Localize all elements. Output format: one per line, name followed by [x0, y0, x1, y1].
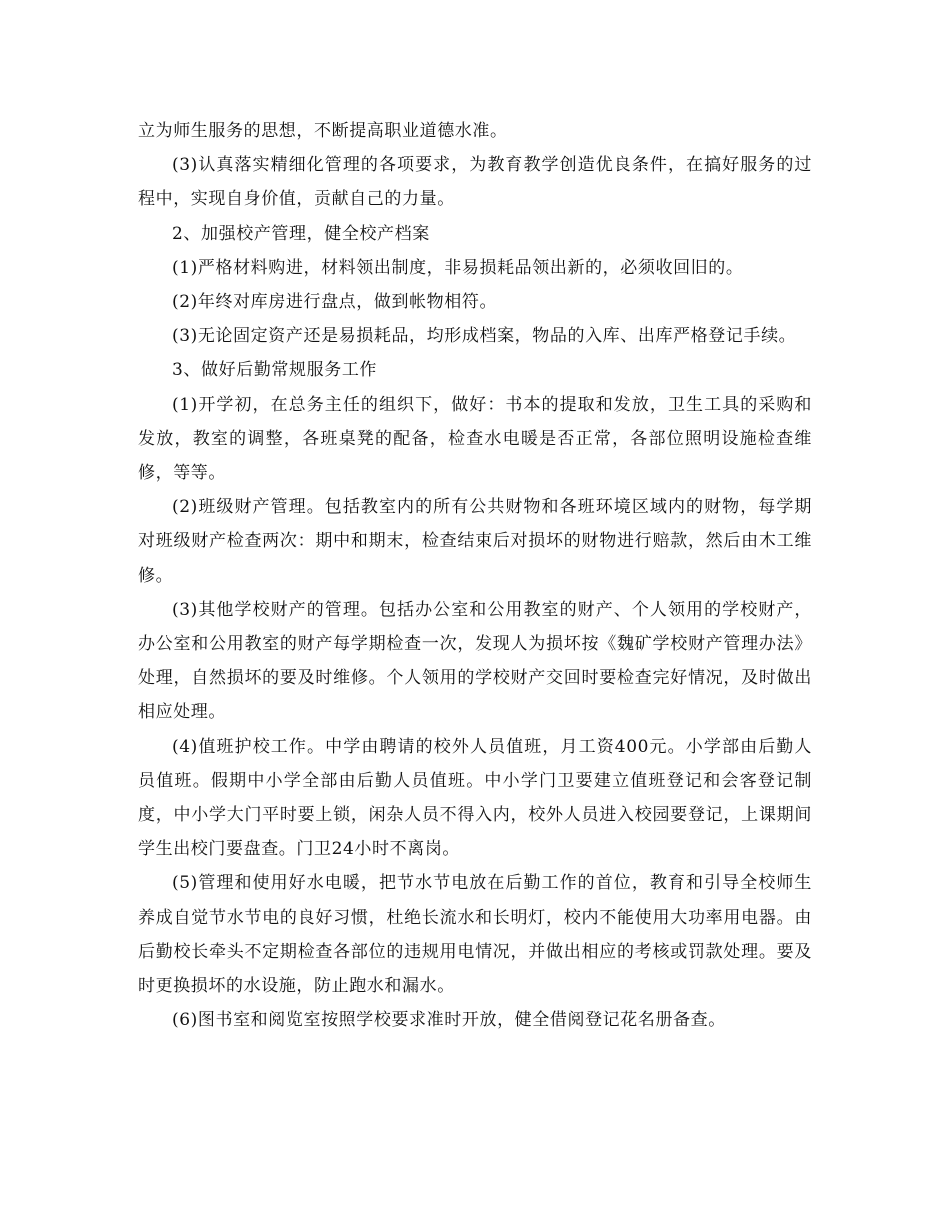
paragraph-asset-item-1: (1)严格材料购进，材料领出制度，非易损耗品领出新的，必须收回旧的。: [172, 257, 744, 278]
paragraph-routine-item-5: (5)管理和使用好水电暖，把节水节电放在后勤工作的首位，教育和引导全校师生养成自觉节水节电的良好习惯，杜绝长流水和长明灯，校内不能使用大功率用电器。由后勤校长牵头不定期检查各部位的违规用电情况，并做出相应的考核或罚款处理。要及时更换损坏的水设施，防止跑水和漏水。: [138, 873, 812, 997]
paragraph-continuation: 立为师生服务的思想，不断提高职业道德水准。: [138, 121, 508, 141]
paragraph-routine-item-3: (3)其他学校财产的管理。包括办公室和公用教室的财产、个人领用的学校财产，办公室和公用教室的财产每学期检查一次，发现人为损坏按《魏矿学校财产管理办法》处理，自然损坏的要及时维修。个人领用的学校财产交回时要检查完好情况，及时做出相应处理。: [138, 599, 812, 723]
paragraph-asset-item-2: (2)年终对库房进行盘点，做到帐物相符。: [172, 292, 498, 313]
paragraph-routine-item-4: (4)值班护校工作。中学由聘请的校外人员值班，月工资400元。小学部由后勤人员值班。假期中小学全部由后勤人员值班。中小学门卫要建立值班登记和会客登记制度，中小学大门平时要上锁，闲杂人员不得入内，校外人员进入校园要登记，上课期间学生出校门要盘查。门卫24小时不离岗。: [138, 736, 812, 860]
section-heading-asset-management: 2、加强校产管理，健全校产档案: [172, 223, 430, 244]
section-heading-routine-service: 3、做好后勤常规服务工作: [172, 360, 378, 381]
paragraph-routine-item-6: (6)图书室和阅览室按照学校要求准时开放，健全借阅登记花名册备查。: [172, 1010, 726, 1031]
paragraph-routine-item-1: (1)开学初，在总务主任的组织下，做好：书本的提取和发放，卫生工具的采购和发放，教室的调整，各班桌凳的配备，检查水电暖是否正常，各部位照明设施检查维修，等等。: [138, 394, 812, 484]
paragraph-routine-item-2: (2)班级财产管理。包括教室内的所有公共财物和各班环境区域内的财物，每学期对班级财产检查两次：期中和期末，检查结束后对损坏的财物进行赔款，然后由木工维修。: [138, 497, 812, 586]
paragraph-service-item-3: (3)认真落实精细化管理的各项要求，为教育教学创造优良条件，在搞好服务的过程中，实现自身价值，贡献自己的力量。: [138, 155, 812, 210]
document-body: [138, 114, 812, 1037]
paragraph-asset-item-3: (3)无论固定资产还是易损耗品，均形成档案，物品的入库、出库严格登记手续。: [172, 326, 797, 347]
